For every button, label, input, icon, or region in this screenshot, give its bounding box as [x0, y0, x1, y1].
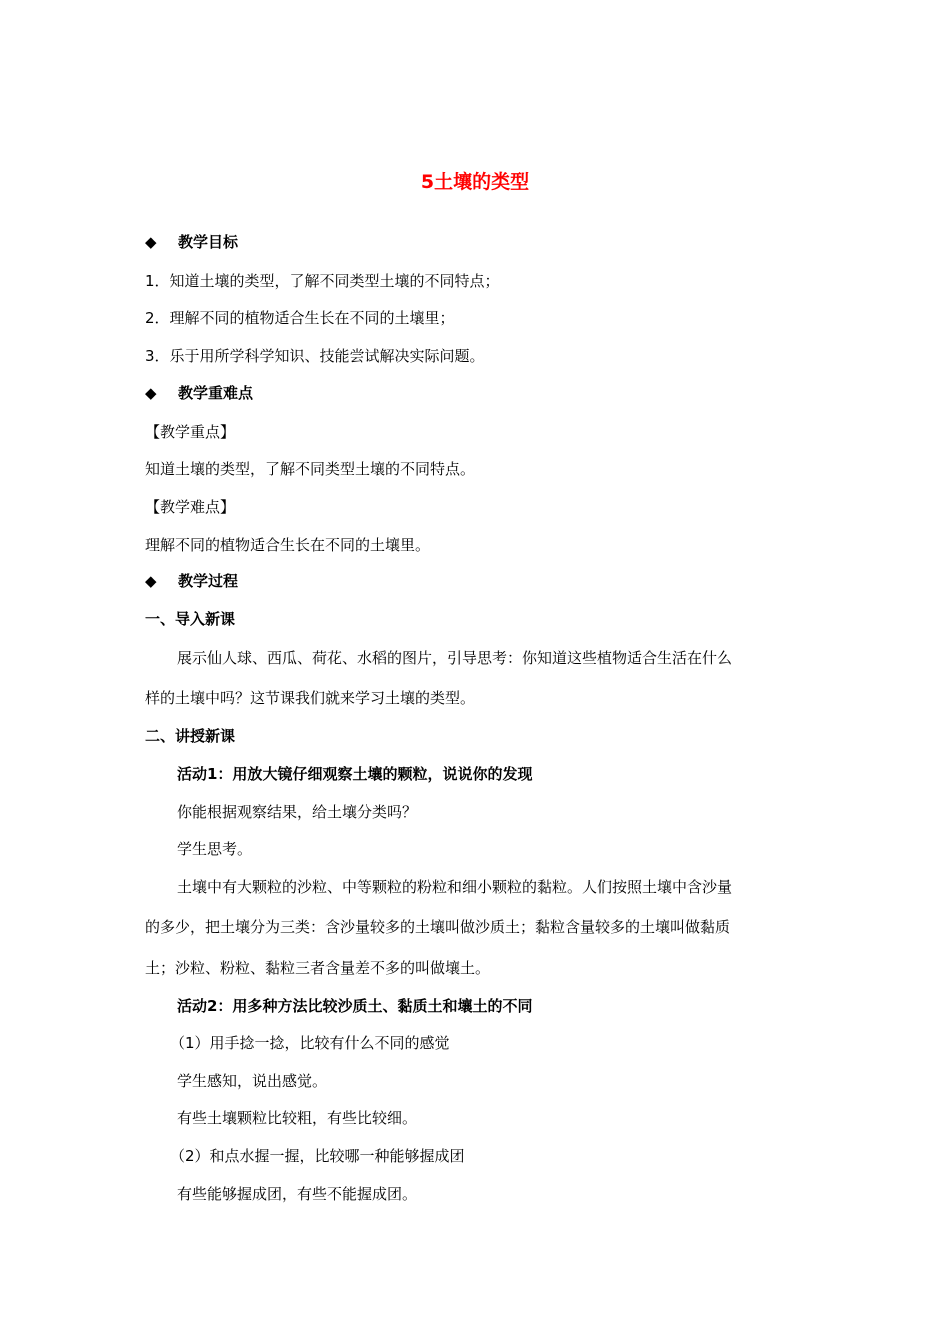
paragraph-line: 土壤中有大颗粒的沙粒、中等颗粒的粉粒和细小颗粒的黏粒。人们按照土壤中含沙量: [177, 878, 733, 896]
difficult-point-label: 【教学难点】: [145, 498, 236, 516]
step-heading-2: （2）和点水握一握，比较哪一种能够握成团: [170, 1147, 465, 1165]
part-heading-intro: 一、导入新课: [145, 610, 236, 628]
diamond-icon: ◆: [145, 384, 157, 402]
activity-heading-1: 活动1：用放大镜仔细观察土壤的颗粒，说说你的发现: [177, 765, 533, 783]
section-heading-key-points-text: 教学重难点: [178, 384, 254, 402]
paragraph-line: 展示仙人球、西瓜、荷花、水稻的图片，引导思考：你知道这些植物适合生活在什么: [177, 649, 733, 667]
page-title: 5土壤的类型: [420, 171, 530, 193]
goal-item-1: 1．知道土壤的类型，了解不同类型土壤的不同特点；: [145, 272, 500, 290]
paragraph-line: 土；沙粒、粉粒、黏粒三者含量差不多的叫做壤土。: [145, 959, 491, 977]
goal-item-2: 2．理解不同的植物适合生长在不同的土壤里；: [145, 309, 455, 327]
key-point-text: 知道土壤的类型，了解不同类型土壤的不同特点。: [145, 460, 476, 478]
section-heading-process-text: 教学过程: [178, 572, 239, 590]
difficult-point-text: 理解不同的植物适合生长在不同的土壤里。: [145, 536, 431, 554]
step-heading-1: （1）用手捻一捻，比较有什么不同的感觉: [170, 1034, 450, 1052]
diamond-icon: ◆: [145, 233, 157, 251]
goal-item-3: 3．乐于用所学科学知识、技能尝试解决实际问题。: [145, 347, 485, 365]
key-point-label: 【教学重点】: [145, 423, 236, 441]
part-heading-teaching: 二、讲授新课: [145, 727, 236, 745]
section-heading-goals: [145, 231, 238, 253]
section-heading-goals-text: 教学目标: [178, 233, 239, 251]
paragraph-line: 学生感知，说出感觉。: [177, 1072, 328, 1090]
paragraph-line: 有些土壤颗粒比较粗，有些比较细。: [177, 1109, 418, 1127]
section-heading-key-points: [145, 382, 253, 404]
paragraph-line: 你能根据观察结果，给土壤分类吗？: [177, 803, 418, 821]
paragraph-line: 的多少，把土壤分为三类：含沙量较多的土壤叫做沙质土；黏粒含量较多的土壤叫做黏质: [145, 918, 731, 936]
paragraph-line: 学生思考。: [177, 840, 253, 858]
diamond-icon: ◆: [145, 572, 157, 590]
section-heading-process: [145, 570, 238, 592]
activity-heading-2: 活动2：用多种方法比较沙质土、黏质土和壤土的不同: [177, 997, 533, 1015]
paragraph-line: 样的土壤中吗？这节课我们就来学习土壤的类型。: [145, 689, 476, 707]
paragraph-line: 有些能够握成团，有些不能握成团。: [177, 1185, 418, 1203]
